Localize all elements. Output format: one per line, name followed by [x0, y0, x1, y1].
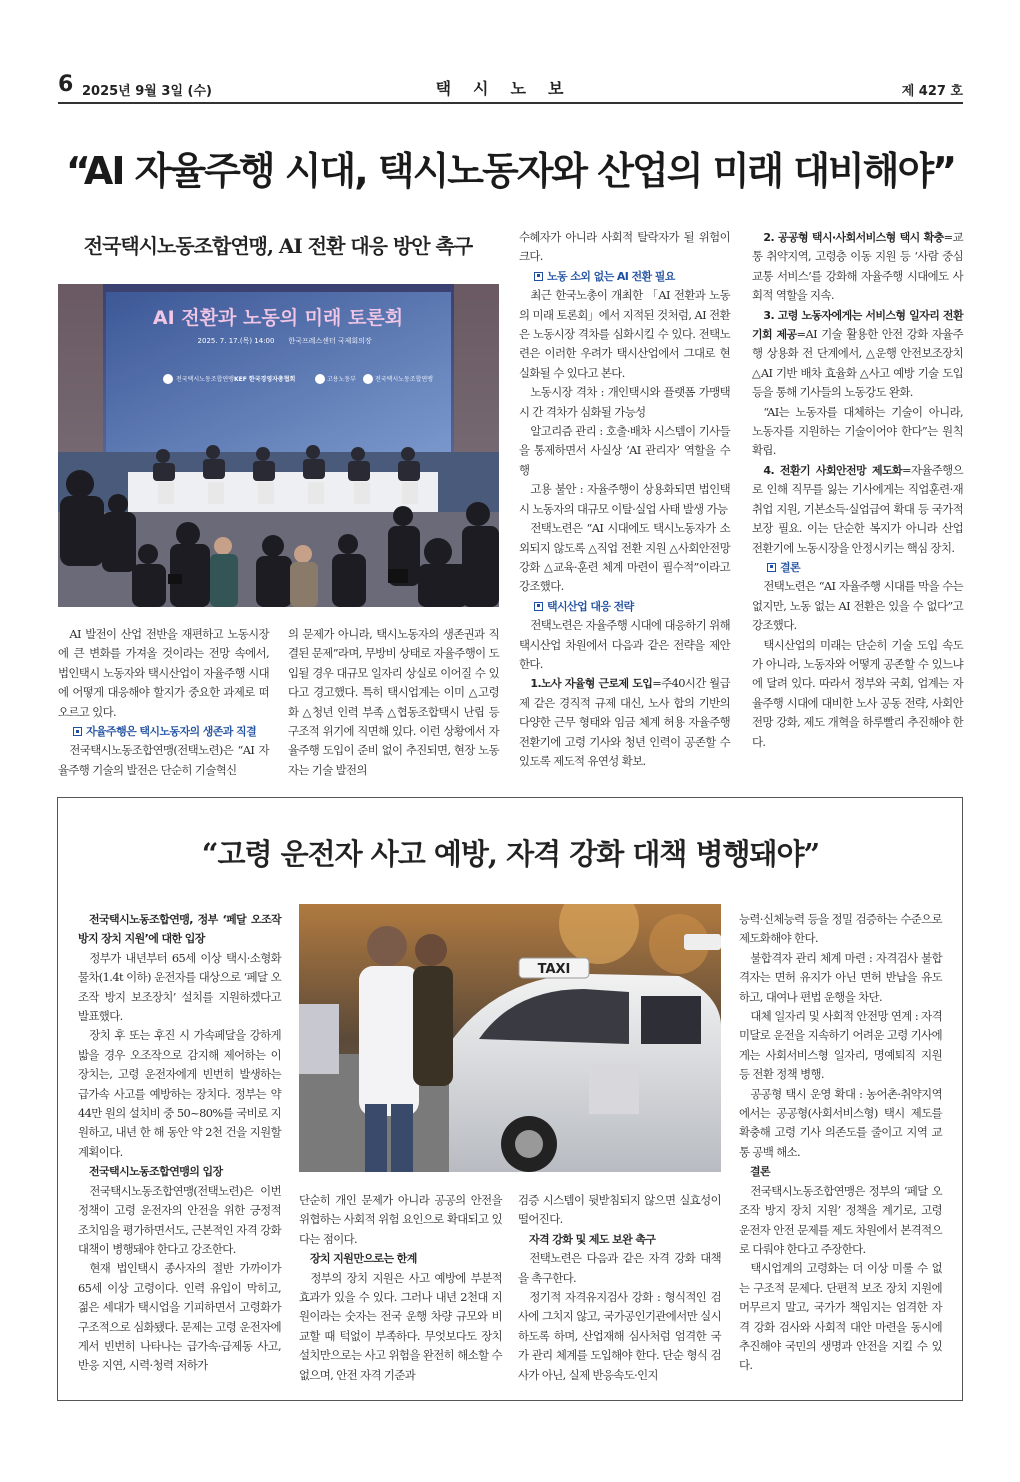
paragraph: 전국택시노동조합연맹(전택노련)은 이번 정책이 고령 운전자의 안전을 위한 긍정적 조치임을 평가하면서도, 근본적인 자격 강화 대책이 병행돼야 한다고 강조한다.	[78, 1183, 281, 1256]
paragraph: 전국택시노동조합연맹(전택노련)은 “AI 자율주행 기술의 발전은 단순히 기술혁신	[58, 743, 269, 777]
paragraph: 단순히 개인 문제가 아니라 공공의 안전을 위협하는 사회적 위험 요인으로 확대되고 있다는 점이다.	[299, 1193, 502, 1246]
paragraph: 고용 불안 : 자율주행이 상용화되면 법인택시 노동자의 대규모 이탈·실업 사태 발생 가능	[519, 482, 730, 516]
paragraph: AI 발전이 산업 전반을 재편하고 노동시장에 큰 변화를 가져올 것이라는 전망 속에서, 법인택시 노동자와 택시산업이 자율주행 시대에 어떻게 대응해야 할지가 중요한 과제로 떠오르고 있다.	[58, 627, 269, 719]
page-header	[58, 72, 963, 104]
paper-name: 택시노보	[435, 79, 586, 98]
paragraph: 전택노련은 “AI 자율주행 시대를 막을 수는 없지만, 노동 없는 AI 전환은 있을 수 없다”고 강조했다.	[752, 579, 963, 633]
sponsor-logo-4: 전국택시노동조합연맹	[375, 376, 433, 383]
article1-headline: “AI 자율주행 시대, 택시노동자와 산업의 미래 대비해야”	[65, 149, 956, 193]
issue-date: 2025년 9월 3일 (수)	[82, 84, 212, 99]
paragraph: 최근 한국노총이 개최한 「AI 전환과 노동의 미래 토론회」에서 지적된 것처럼, AI 전환은 노동시장 격차를 심화시킬 수 있다. 전택노련은 이러한 우려가 택시산업에서 그대로 현실화될 수 있다고 본다.	[519, 288, 730, 380]
sponsor-logo-2: KEF 한국경영자총협회	[234, 376, 296, 383]
paragraph: 알고리즘 관리 : 호출·배차 시스템이 기사들을 통제하면서 사실상 ‘AI 관리자’ 역할을 수행	[519, 424, 730, 477]
issue-number: 제 427 호	[901, 84, 963, 99]
square-bullet-icon	[767, 563, 776, 572]
forum-banner-title: AI 전환과 노동의 미래 토론회	[152, 307, 404, 329]
subheading: 장치 지원만으로는 한계	[310, 1252, 417, 1266]
taxi-sign: TAXI	[537, 962, 571, 977]
article1-column-3	[519, 228, 730, 771]
subheading: 자격 강화 및 제도 보완 촉구	[529, 1232, 656, 1246]
subheading: 결론	[752, 558, 963, 577]
page-number: 6	[58, 72, 74, 97]
article1-column-4	[752, 228, 963, 752]
subheading: 자율주행은 택시노동자의 생존과 직결	[58, 722, 269, 741]
paragraph: 대체 일자리 및 사회적 안전망 연계 : 자격 미달로 운전을 지속하기 어려운 고령 기사에게는 사회서비스형 일자리, 명예퇴직 지원 등 전환 정책 병행.	[739, 1009, 942, 1082]
paragraph: 검증 시스템이 뒷받침되지 않으면 실효성이 떨어진다.	[518, 1193, 721, 1227]
paragraph: 현재 법인택시 종사자의 절반 가까이가 65세 이상 고령이다. 인력 유입이 막히고, 젊은 세대가 택시업을 기피하면서 고령화가 구조적으로 심화됐다. 문제는 고령 운전자에게서 빈번히 나타나는 급가속·급제동 사고, 반응 지연, 시력·청력 저하가	[78, 1261, 281, 1373]
article1-column-1	[58, 625, 269, 780]
paragraph: 전택노련은 “AI 시대에도 택시노동자가 소외되지 않도록 △직업 전환 지원 △사회안전망 강화 △교육·훈련 체계 마련이 필수적”이라고 강조했다.	[519, 521, 730, 594]
square-bullet-icon	[73, 727, 82, 736]
article1-column-2	[288, 625, 499, 780]
forum-banner-place: 한국프레스센터 국제회의장	[288, 337, 372, 345]
paragraph: 능력·신체능력 등을 정밀 검증하는 수준으로 제도화해야 한다.	[739, 912, 942, 946]
paragraph: 택시업계의 고령화는 더 이상 미룰 수 없는 구조적 문제다. 단편적 보조 장치 지원에 머무르지 말고, 국가가 책임지는 엄격한 자격 강화 검사와 사회적 대안 마련을 동시에 추진해야 국민의 생명과 안전을 지킬 수 있다.	[739, 1261, 942, 1373]
paragraph: 택시산업의 미래는 단순히 기술 도입 속도가 아니라, 노동자와 어떻게 공존할 수 있느냐에 달려 있다. 따라서 정부와 국회, 업계는 자율주행 시대에 대비한 노사 공동 전략, 사회안전망 강화, 제도 개혁을 하루빨리 추진해야 한다.	[752, 637, 963, 749]
paragraph: 불합격자 관리 체계 마련 : 자격검사 불합격자는 면허 유지가 아닌 면허 반납을 유도하고, 대여나 편법 운행을 차단.	[739, 950, 942, 1004]
paragraph: 전택노련은 다음과 같은 자격 강화 대책을 촉구한다.	[518, 1251, 721, 1285]
article2-column-3	[518, 1191, 721, 1385]
forum-photo	[58, 284, 499, 607]
paragraph: 노동시장 격차 : 개인택시와 플랫폼 가맹택시 간 격차가 심화될 가능성	[519, 385, 730, 419]
paragraph: 전국택시노동조합연맹은 정부의 ‘페달 오조작 방지 장치 지원’ 정책을 계기로, 고령 운전자 안전 문제를 제도 차원에서 본격적으로 다뤄야 한다고 주장한다.	[739, 1183, 942, 1256]
paragraph: 의 문제가 아니라, 택시노동자의 생존권과 직결된 문제”라며, 무방비 상태로 자율주행이 도입될 경우 대규모 일자리 상실로 이어질 수 있다고 경고했다. 특히 택시업계는 이미 △고령화 △청년 인력 부족 △협동조합택시 난립 등 구조적 위기에 직면해 있다. 이런 상황에서 자율주행 도입이 준비 없이 추진되면, 현장 노동자는 기술 발전의	[288, 627, 499, 777]
square-bullet-icon	[534, 602, 543, 611]
sponsor-logo-1: 전국택시노동조합연맹	[176, 376, 234, 383]
article2-headline: “고령 운전자 사고 예방, 자격 강화 대책 병행돼야”	[201, 837, 820, 871]
lead-heading: 전국택시노동조합연맹, 정부 ‘페달 오조작 방지 장치 지원’에 대한 입장	[78, 913, 281, 946]
paragraph: 정부가 내년부터 65세 이상 택시·소형화물차(1.4t 이하) 운전자를 대상으로 ‘페달 오조작 방지 보조장치’ 설치를 지원하겠다고 발표했다.	[78, 950, 281, 1024]
taxi-photo	[299, 904, 721, 1172]
paragraph: 장치 후 또는 후진 시 가속페달을 강하게 밟을 경우 오조작으로 감지해 제어하는 이 장치는, 고령 운전자에게 빈번히 발생하는 급가속 사고를 예방하는 장치다. 정부는 약 44만 원의 설치비 중 50~80%를 국비로 지원하고, 내년 한 해 동안 약 2천 건을 지원할 계획이다.	[78, 1028, 281, 1159]
article1-subheadline: 전국택시노동조합연맹, AI 전환 대응 방안 촉구	[83, 234, 473, 258]
paragraph: 수혜자가 아니라 사회적 탈락자가 될 위험이 크다.	[519, 230, 730, 264]
article2-column-2	[299, 1191, 502, 1385]
subheading: 택시산업 대응 전략	[519, 597, 730, 616]
paragraph: 1.노사 자율형 근로제 도입=주40시간 월급제 같은 경직적 규제 대신, 노사 합의 기반의 다양한 근무 형태와 임금 체계 허용 자율주행 전환기에 고령 기사와 청년 인력이 공존할 수 있도록 제도적 유연성 확보.	[519, 676, 730, 768]
sponsor-logo-3: 고용노동부	[327, 376, 356, 383]
article2-column-4	[739, 910, 942, 1376]
paragraph: 정부의 장치 지원은 사고 예방에 부분적 효과가 있을 수 있다. 그러나 내년 2천대 지원이라는 숫자는 전국 운행 차량 규모와 비교할 때 턱없이 부족하다. 무엇보다도 장치 설치만으로는 사고 위험을 완전히 해소할 수 없으며, 안전 자격 기준과	[299, 1270, 502, 1382]
paragraph: 정기적 자격유지검사 강화 : 형식적인 검사에 그치지 않고, 국가공인기관에서만 실시하도록 하며, 산업재해 심사처럼 엄격한 국가 관리 체계를 도입해야 한다. 단순 형식 검사가 아닌, 실제 반응속도·인지	[518, 1290, 721, 1382]
subheading: 노동 소외 없는 AI 전환 필요	[519, 267, 730, 286]
paragraph: 공공형 택시 운영 확대 : 농어촌·취약지역에서는 공공형(사회서비스형) 택시 제도를 확충해 고령 기사 의존도를 줄이고 지역 교통 공백 해소.	[739, 1086, 942, 1159]
forum-banner-date: 2025. 7. 17.(목) 14:00	[197, 337, 275, 345]
subheading: 전국택시노동조합연맹의 입장	[89, 1165, 223, 1179]
subheading: 결론	[750, 1165, 771, 1179]
paragraph: 4. 전환기 사회안전망 제도화=자율주행으로 인해 직무를 잃는 기사에게는 직업훈련·재취업 지원, 기본소득·실업급여 확대 등 국가적 보장 필요. 이는 단순한 복지가 아니라 산업 전환기에 노동시장을 안정시키는 핵심 장치.	[752, 462, 963, 555]
square-bullet-icon	[534, 272, 543, 281]
article2-column-1	[78, 910, 281, 1376]
paragraph: 3. 고령 노동자에게는 서비스형 일자리 전환 기회 제공=AI 기술 활용한 안전 강화 자율주행 상용화 전 단계에서, △운행 안전보조장치 △AI 기반 배차 효율화 △사고 예방 기술 도입 등을 통해 기사들의 노동강도 완화.	[752, 308, 963, 400]
paragraph: 전택노련은 자율주행 시대에 대응하기 위해 택시산업 차원에서 다음과 같은 전략을 제안한다.	[519, 618, 730, 671]
paragraph: “AI는 노동자를 대체하는 기술이 아니라, 노동자를 지원하는 기술이어야 한다”는 원칙 확립.	[752, 404, 963, 458]
paragraph: 2. 공공형 택시·사회서비스형 택시 확충=교통 취약지역, 고령층 이동 지원 등 ‘사람 중심 교통 서비스’를 강화해 자율주행 시대에도 사회적 역할을 지속.	[752, 230, 963, 303]
